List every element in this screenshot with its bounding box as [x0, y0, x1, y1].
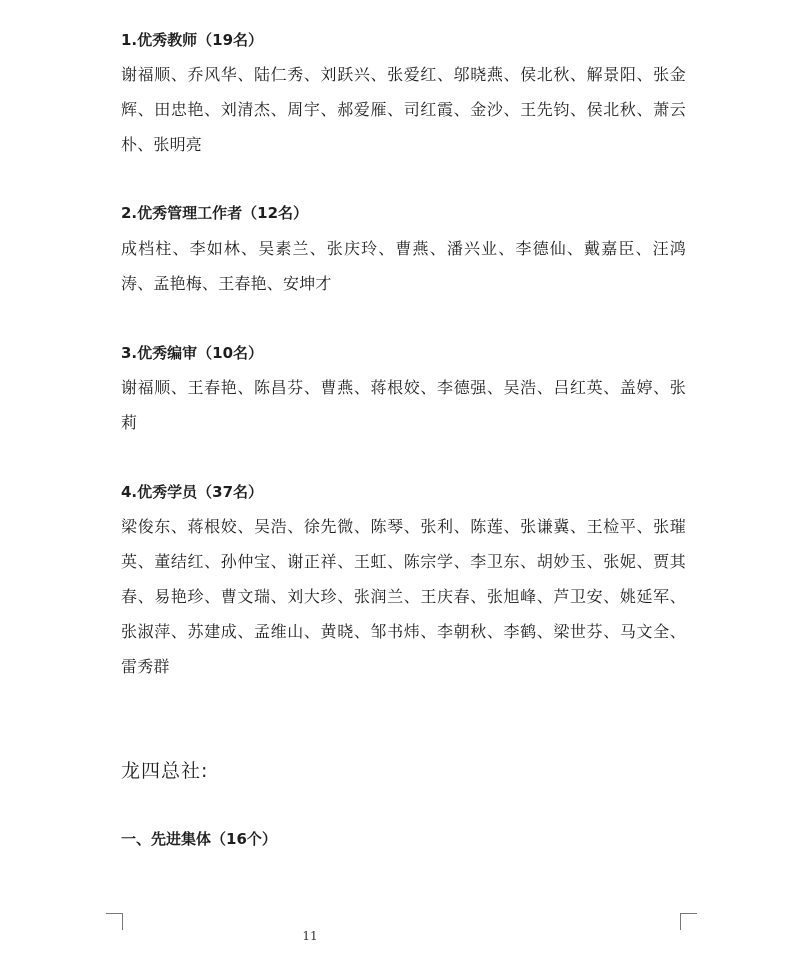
section-heading-excellent-managers: 2.优秀管理工作者（12名）	[121, 204, 309, 222]
subheading-advanced-collectives: 一、先进集体（16个）	[121, 830, 277, 848]
name-list-excellent-managers: 成档柱、李如林、吴素兰、张庆玲、曹燕、潘兴业、李德仙、戴嘉臣、汪鸿涛、孟艳梅、王春艳、安坤才	[121, 239, 686, 293]
page-number: 11	[302, 929, 318, 943]
name-list-excellent-editors: 谢福顺、王春艳、陈昌芬、曹燕、蒋根姣、李德强、吴浩、吕红英、盖婷、张莉	[121, 378, 686, 432]
crop-mark-right	[680, 913, 697, 930]
section-heading-excellent-teachers: 1.优秀教师（19名）	[121, 31, 264, 49]
section-heading-excellent-students: 4.优秀学员（37名）	[121, 483, 264, 501]
name-list-excellent-students: 梁俊东、蒋根姣、吴浩、徐先微、陈琴、张利、陈莲、张谦冀、王检平、张璀英、董结红、孙仲宝、谢正祥、王虹、陈宗学、李卫东、胡妙玉、张妮、贾其春、易艳珍、曹文瑞、刘大珍、张润兰、王庆春、张旭峰、芦卫安、姚延军、张淑萍、苏建成、孟维山、黄晓、邹书炜、李朝秋、李鹤、梁世芬、马文全、雷秀群	[121, 517, 686, 676]
society-label: 龙四总社:	[121, 760, 209, 782]
name-list-excellent-teachers: 谢福顺、乔风华、陆仁秀、刘跃兴、张爱红、邬晓燕、侯北秋、解景阳、张金辉、田忠艳、刘清杰、周宇、郝爱雁、司红霞、金沙、王先钧、侯北秋、萧云朴、张明亮	[121, 65, 686, 154]
crop-mark-left	[106, 913, 123, 930]
section-heading-excellent-editors: 3.优秀编审（10名）	[121, 344, 264, 362]
